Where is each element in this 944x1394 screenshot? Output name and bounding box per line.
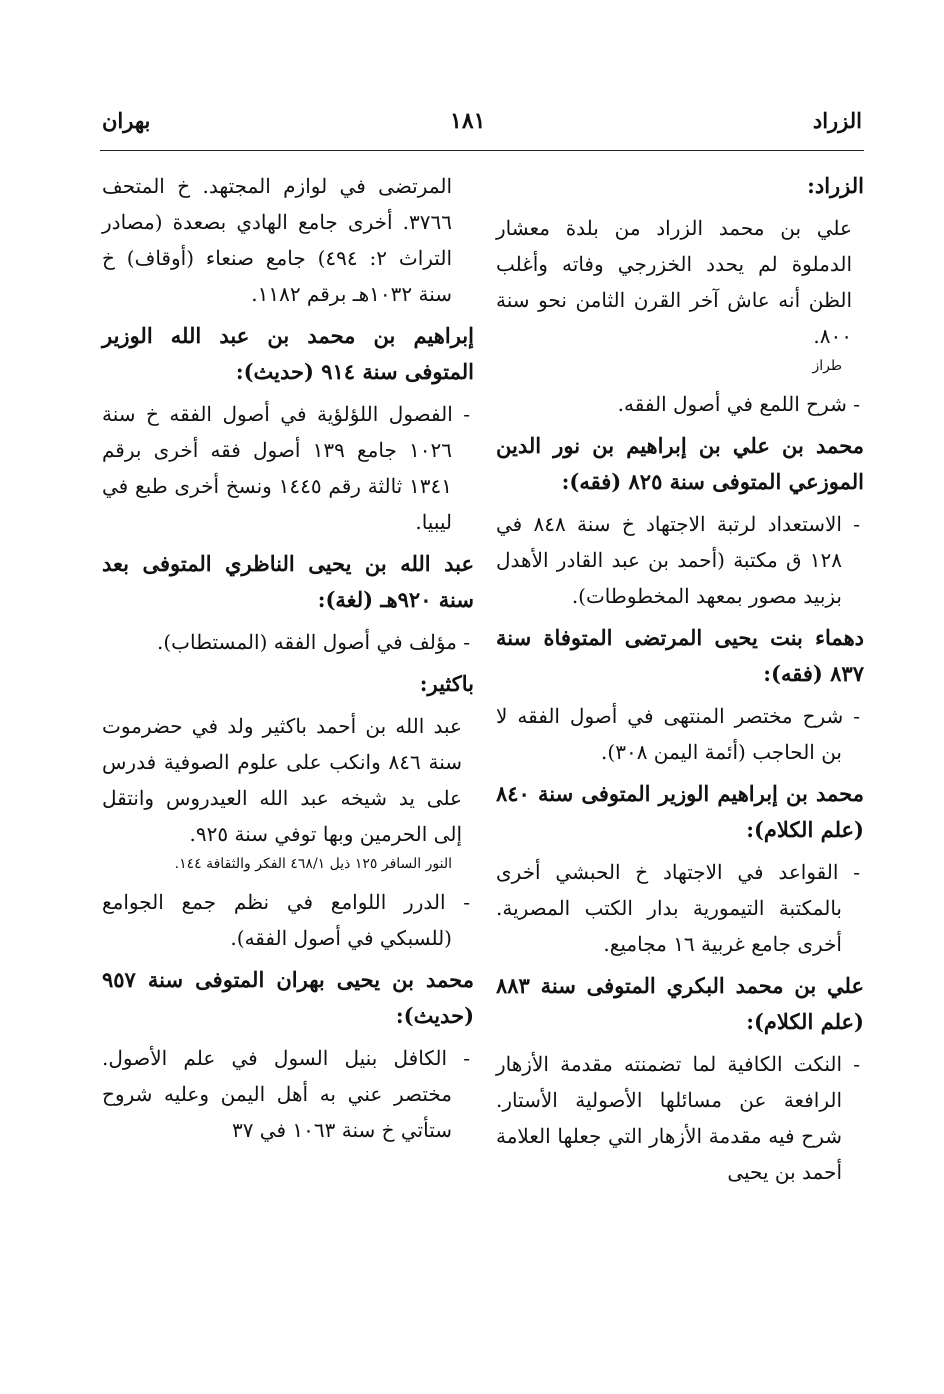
right-column xyxy=(496,168,864,1196)
header-rule xyxy=(100,150,864,151)
entry-title: محمد بن إبراهيم الوزير المتوفى سنة ٨٤٠ (علم الكلام): xyxy=(496,781,864,842)
entry-wazir xyxy=(496,776,864,962)
entry-work: - شرح مختصر المنتهى في أصول الفقه لا بن الحاجب (أئمة اليمن ٣٠٨). xyxy=(496,704,860,764)
entry-bio: عبد الله بن أحمد باكثير ولد في حضرموت سنة ٨٤٦ وانكب على علوم الصوفية فدرس على يد شيخه عبد الله العيدروس وانتقل إلى الحرمين وبها توفي سنة ٩٢٥. xyxy=(102,714,463,846)
entry-source: النور السافر ١٢٥ ذيل ٤٦٨/١ الفكر والثقافة ١٤٤. xyxy=(174,856,452,872)
page-number: ١٨١ xyxy=(450,108,486,134)
entry-bakathir xyxy=(102,666,474,956)
entry-work: - النكت الكافية لما تضمنته مقدمة الأزهار الرافعة عن مسائلها الأصولية الأستار. شرح فيه مقدمة الأزهار التي جعلها العلامة أحمد بن يحيى xyxy=(496,1052,860,1184)
entry-bahran xyxy=(102,962,474,1148)
continued-text: المرتضى في لوازم المجتهد. خ المتحف ٣٧٦٦. أخرى جامع الهادي بصعدة (مصادر التراث ٢: ٤٩٤) جامع صنعاء (أوقاف) خ سنة ١٠٣٢هـ برقم ١١٨٢. xyxy=(102,174,452,306)
entry-awzai xyxy=(496,428,864,614)
running-header-left: بهران xyxy=(102,108,151,133)
entry-title: الزراد: xyxy=(807,173,864,198)
entry-source: طراز xyxy=(812,358,842,374)
entry-title: دهماء بنت يحيى المرتضى المتوفاة سنة ٨٣٧ (فقه): xyxy=(496,625,864,686)
entry-bakri xyxy=(496,968,864,1190)
entry-work: - القواعد في الاجتهاد خ الحبشي أخرى بالمكتبة التيمورية بدار الكتب المصرية. أخرى جامع غربية ١٦ مجاميع. xyxy=(496,860,860,956)
entry-work: - الدرر اللوامع في نظم جمع الجوامع (للسبكي في أصول الفقه). xyxy=(102,890,470,950)
entry-ibrahim xyxy=(102,318,474,540)
entry-dahma xyxy=(496,620,864,770)
entry-bio: علي بن محمد الزراد من بلدة معشار الدملوة لم يحدد الخزرجي وفاته وأغلب الظن أنه عاش آخر القرن الثامن نحو سنة ٨٠٠. xyxy=(496,216,852,348)
entry-work: - مؤلف في أصول الفقه (المستطاب). xyxy=(156,630,470,654)
entry-title: إبراهيم بن محمد بن عبد الله الوزير المتوفى سنة ٩١٤ (حديث): xyxy=(102,323,474,384)
entry-zarad xyxy=(496,168,864,422)
entry-work: - شرح اللمع في أصول الفقه. xyxy=(617,392,860,416)
entry-naziri xyxy=(102,546,474,660)
entry-work: - الكافل بنيل السول في علم الأصول. مختصر عني به أهل اليمن وعليه شروح ستأتي خ سنة ١٠٦٣ في ٣٧ xyxy=(102,1046,470,1142)
entry-title: محمد بن علي بن إبراهيم بن نور الدين الموزعي المتوفى سنة ٨٢٥ (فقه): xyxy=(496,433,864,494)
running-header-right: الزراد xyxy=(812,108,862,133)
entry-title: عبد الله بن يحيى الناظري المتوفى بعد سنة ٩٢٠هـ (لغة): xyxy=(102,551,474,612)
entry-title: علي بن محمد البكري المتوفى سنة ٨٨٣ (علم الكلام): xyxy=(496,973,864,1034)
entry-work: - الاستعداد لرتبة الاجتهاد خ سنة ٨٤٨ في ١٢٨ ق مكتبة (أحمد بن عبد القادر الأهدل بزبيد مصور بمعهد المخطوطات). xyxy=(496,512,860,608)
entry-title: باكثير: xyxy=(419,671,474,696)
entry-work: - الفصول اللؤلؤية في أصول الفقه خ سنة ١٠٢٦ جامع ١٣٩ أصول فقه أخرى برقم ١٣٤١ ثالثة رقم ١٤٤٥ ونسخ أخرى طبع في ليبيا. xyxy=(102,402,470,534)
entry-continued xyxy=(102,168,474,312)
left-column xyxy=(102,168,474,1154)
entry-title: محمد بن يحيى بهران المتوفى سنة ٩٥٧ (حديث): xyxy=(102,967,474,1028)
